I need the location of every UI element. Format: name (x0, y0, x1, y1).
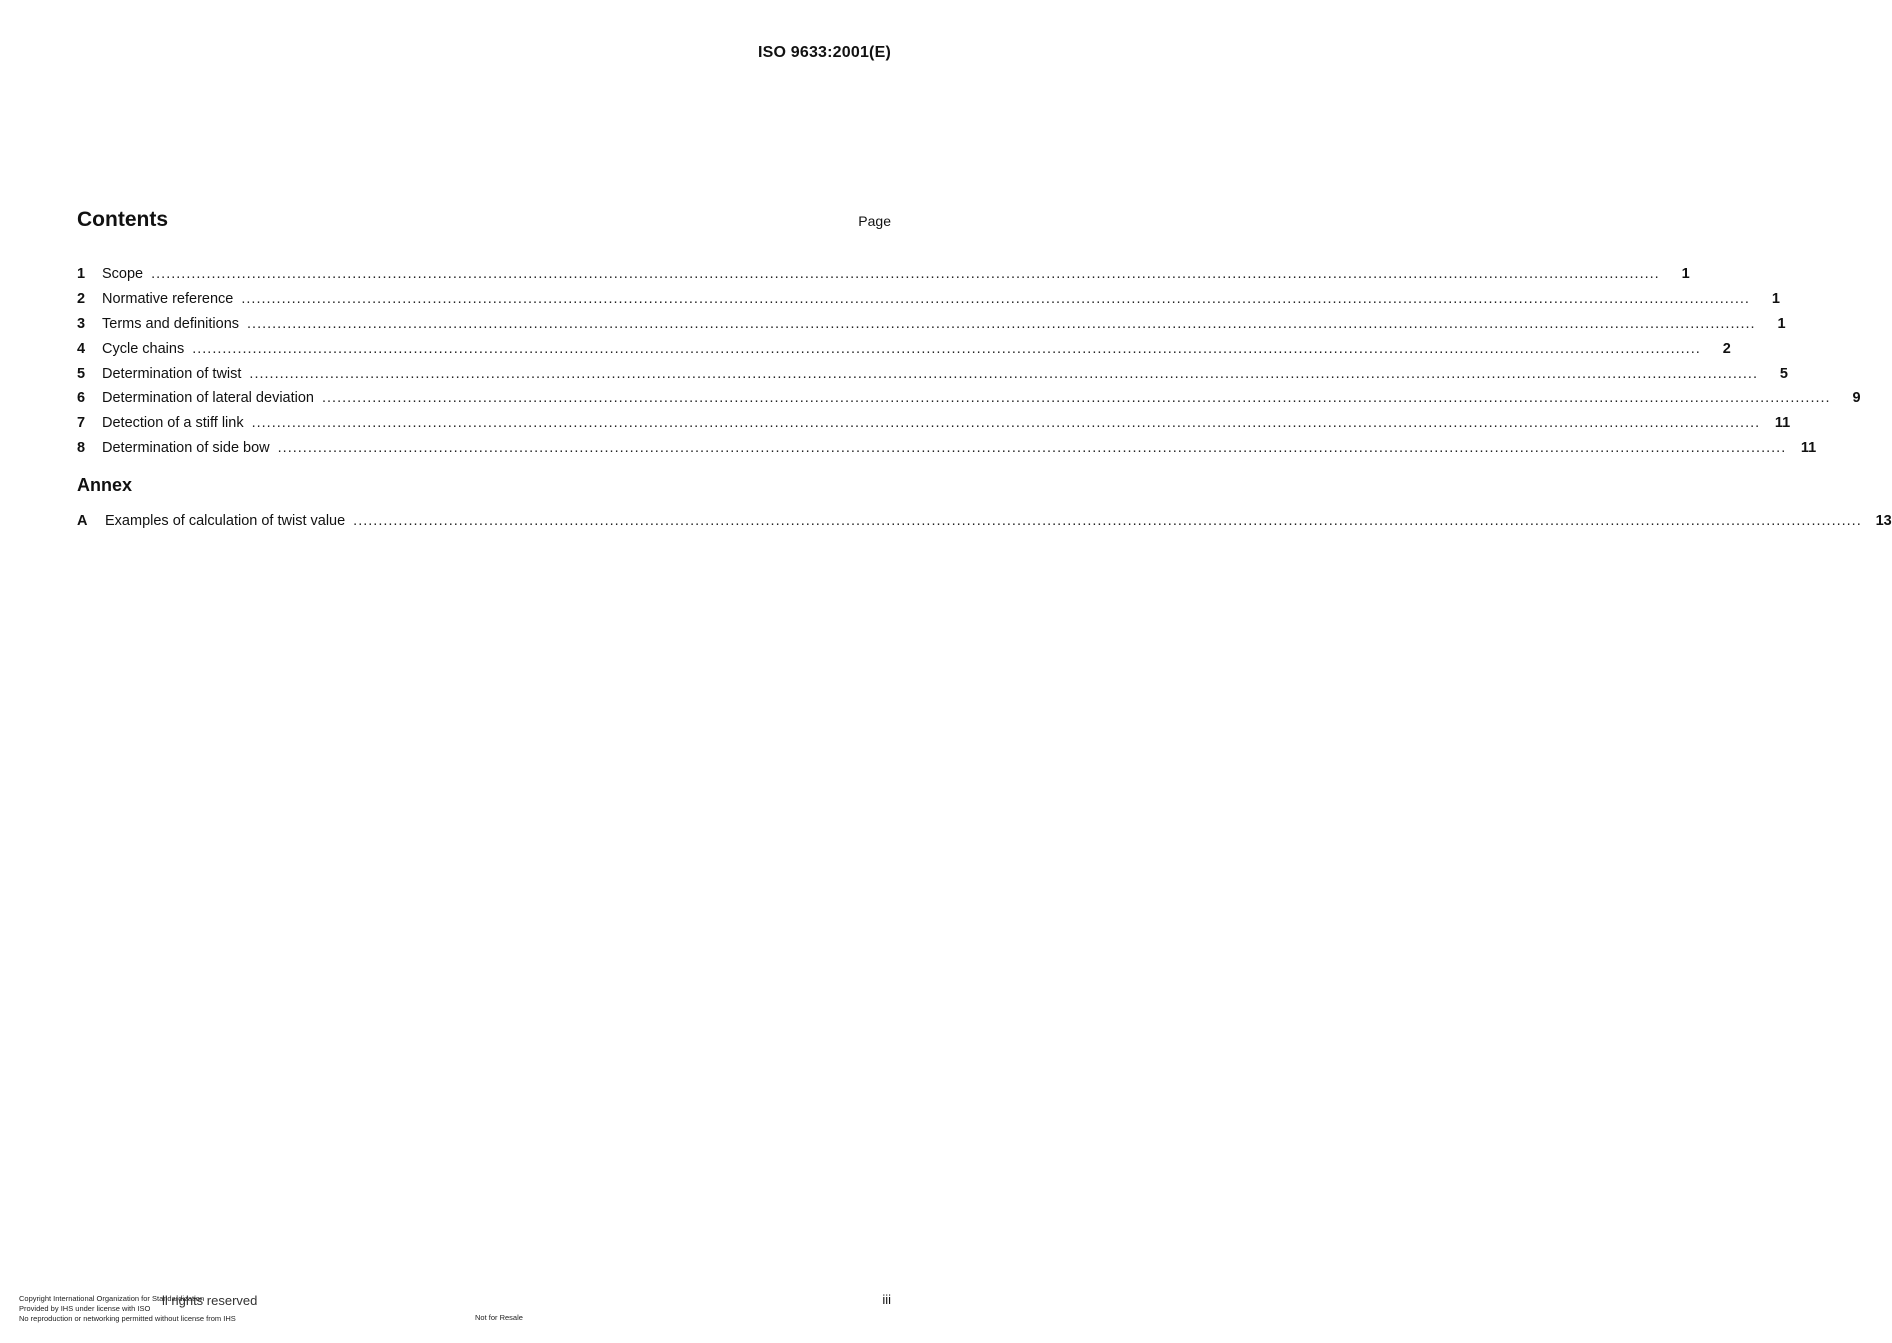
toc-leader-dots: ............................................................................................................................................................................................................................................................................................................ (241, 290, 1750, 307)
contents-title: Contents (77, 208, 168, 231)
copyright-line: No reproduction or networking permitted without license from IHS (19, 1314, 236, 1323)
annex-entry-title: Examples of calculation of twist value (105, 513, 346, 529)
toc-entry-number: 3 (77, 315, 86, 332)
toc-leader-dots: ............................................................................................................................................................................................................................................................................................................ (249, 365, 1758, 382)
toc-entry-page: 1 (1681, 266, 1690, 282)
annex-list (77, 509, 1892, 534)
toc-entry-page: 5 (1779, 365, 1788, 382)
copyright-notice (19, 1294, 236, 1324)
toc-leader-dots: ............................................................................................................................................................................................................................................................................................................ (321, 390, 1831, 407)
toc-entry-number: 5 (77, 365, 86, 382)
toc-entry-number: 1 (77, 266, 86, 282)
toc-entry[interactable] (77, 386, 1861, 411)
toc-entry-page: 1 (1777, 315, 1786, 332)
annex-entry[interactable] (77, 509, 1892, 534)
toc-entry[interactable] (77, 337, 1731, 362)
table-of-contents (77, 262, 1861, 461)
toc-leader-dots: ............................................................................................................................................................................................................................................................................................................ (192, 340, 1701, 357)
toc-entry-number: 6 (77, 390, 86, 407)
toc-entry[interactable] (77, 287, 1780, 312)
copyright-line: Copyright International Organization for Standardization (19, 1294, 205, 1303)
toc-entry-page: 11 (1774, 415, 1791, 432)
rights-reserved-text: ll rights reserved (162, 1293, 258, 1308)
toc-leader-dots: ............................................................................................................................................................................................................................................................................................................ (353, 513, 1862, 529)
toc-entry-page: 9 (1852, 390, 1861, 407)
toc-entry-title: Normative reference (102, 290, 234, 307)
page-number: iii (882, 1292, 891, 1307)
toc-entry[interactable] (77, 362, 1788, 387)
toc-entry-number: 2 (77, 290, 86, 307)
toc-entry-page: 11 (1800, 440, 1817, 457)
toc-entry[interactable] (77, 411, 1791, 436)
toc-entry-number: 7 (77, 415, 86, 432)
page-column-label: Page (858, 213, 891, 229)
annex-title: Annex (77, 475, 133, 495)
annex-entry-page: 13 (1875, 513, 1892, 529)
contents-header (77, 208, 891, 232)
toc-entry-number: 4 (77, 340, 86, 357)
toc-leader-dots: ............................................................................................................................................................................................................................................................................................................ (151, 266, 1660, 282)
toc-entry[interactable] (77, 262, 1690, 287)
toc-entry-title: Scope (102, 266, 144, 282)
toc-entry-title: Cycle chains (102, 340, 185, 357)
copyright-line: Provided by IHS under license with ISO (19, 1304, 151, 1313)
annex-entry-letter: A (77, 513, 88, 529)
toc-entry[interactable] (77, 312, 1786, 337)
toc-entry-page: 2 (1722, 340, 1731, 357)
not-for-resale: Not for Resale (475, 1313, 523, 1322)
toc-entry-title: Determination of side bow (102, 440, 270, 457)
toc-leader-dots: ............................................................................................................................................................................................................................................................................................................ (277, 440, 1787, 457)
toc-entry-title: Terms and definitions (102, 315, 240, 332)
toc-entry-title: Detection of a stiff link (102, 415, 244, 432)
toc-leader-dots: ............................................................................................................................................................................................................................................................................................................ (251, 415, 1761, 432)
toc-entry-title: Determination of lateral deviation (102, 390, 314, 407)
toc-entry-page: 1 (1771, 290, 1780, 307)
document-id: ISO 9633:2001(E) (757, 44, 891, 61)
toc-entry-title: Determination of twist (102, 365, 242, 382)
toc-entry-number: 8 (77, 440, 86, 457)
toc-entry[interactable] (77, 436, 1817, 461)
toc-leader-dots: ............................................................................................................................................................................................................................................................................................................ (247, 315, 1756, 332)
